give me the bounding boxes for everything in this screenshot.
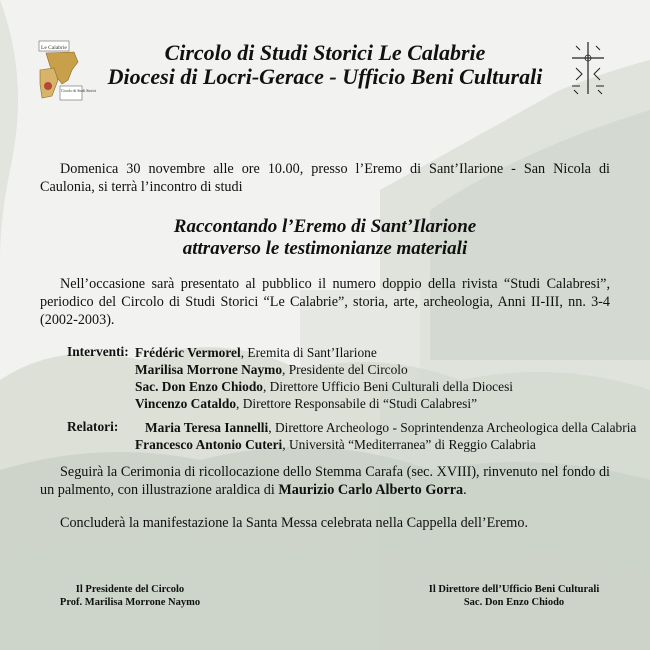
interventi-label: Interventi: — [67, 344, 129, 359]
intro-paragraph: Domenica 30 novembre alle ore 10.00, presso l’Eremo di Sant’Ilarione - San Nicola di Caulonia, si terrà l’incontro di studi — [40, 161, 610, 195]
logo-top-text: Le Calabrie — [41, 45, 67, 51]
event-title-line2: attraverso le testimonianze materiali — [182, 238, 468, 259]
relatore-row — [135, 436, 536, 453]
relatori-label: Relatori: — [67, 419, 119, 434]
speaker-role: , Direttore Responsabile di “Studi Calabresi” — [236, 396, 478, 411]
relatore-role: , Università “Mediterranea” di Reggio Calabria — [282, 437, 536, 452]
signature-name: Sac. Don Enzo Chiodo — [463, 597, 565, 608]
speaker-role: , Presidente del Circolo — [282, 362, 408, 377]
logo-bottom-text: Circolo di Studi Storici — [61, 89, 97, 93]
relatore-name: Maria Teresa Iannelli — [145, 420, 269, 435]
header-title-diocesi: Diocesi di Locri-Gerace - Ufficio Beni Culturali — [107, 64, 543, 89]
signature-director — [384, 583, 644, 609]
speaker-row — [135, 378, 513, 395]
header-title-circolo: Circolo di Studi Storici Le Calabrie — [164, 40, 486, 65]
signature-name: Prof. Marilisa Morrone Naymo — [59, 597, 201, 608]
signature-title: Il Presidente del Circolo — [75, 584, 185, 595]
speaker-name: Frédéric Vermorel — [135, 345, 241, 360]
speaker-name: Sac. Don Enzo Chiodo — [135, 379, 263, 394]
closing-paragraph: Concluderà la manifestazione la Santa Messa celebrata nella Cappella dell’Eremo. — [60, 515, 528, 531]
presentation-paragraph: Nell’occasione sarà presentato al pubblico il numero doppio della rivista “Studi Calabresi”, periodico del Circolo di Studi Storici “Le Calabrie”, storia, arte, archeologia, Anni II-III, nn. 3-4 (2002-2003). — [40, 276, 610, 328]
relatore-name: Francesco Antonio Cuteri — [135, 437, 283, 452]
ceremony-paragraph: Seguirà la Cerimonia di ricollocazione dello Stemma Carafa (sec. XVIII), rinvenuto nel fondo di un palmento, con illustrazione araldica di Maurizio Carlo Alberto Gorra. — [40, 464, 610, 498]
relatore-row — [145, 419, 636, 436]
heraldry-author: Maurizio Carlo Alberto Gorra — [278, 482, 464, 498]
signature-president — [0, 583, 260, 609]
speaker-row — [135, 361, 408, 378]
relatore-role: , Direttore Archeologo - Soprintendenza Archeologica della Calabria — [268, 420, 637, 435]
speaker-role: , Eremita di Sant’Ilarione — [240, 345, 377, 360]
speaker-name: Vincenzo Cataldo — [135, 396, 237, 411]
signature-title: Il Direttore dell’Ufficio Beni Culturali — [428, 584, 600, 595]
event-title-line1: Raccontando l’Eremo di Sant’Ilarione — [173, 216, 477, 237]
speaker-row — [135, 344, 377, 361]
speaker-name: Marilisa Morrone Naymo — [135, 362, 283, 377]
speaker-role: , Direttore Ufficio Beni Culturali della Diocesi — [262, 379, 513, 394]
speaker-row — [135, 395, 477, 412]
